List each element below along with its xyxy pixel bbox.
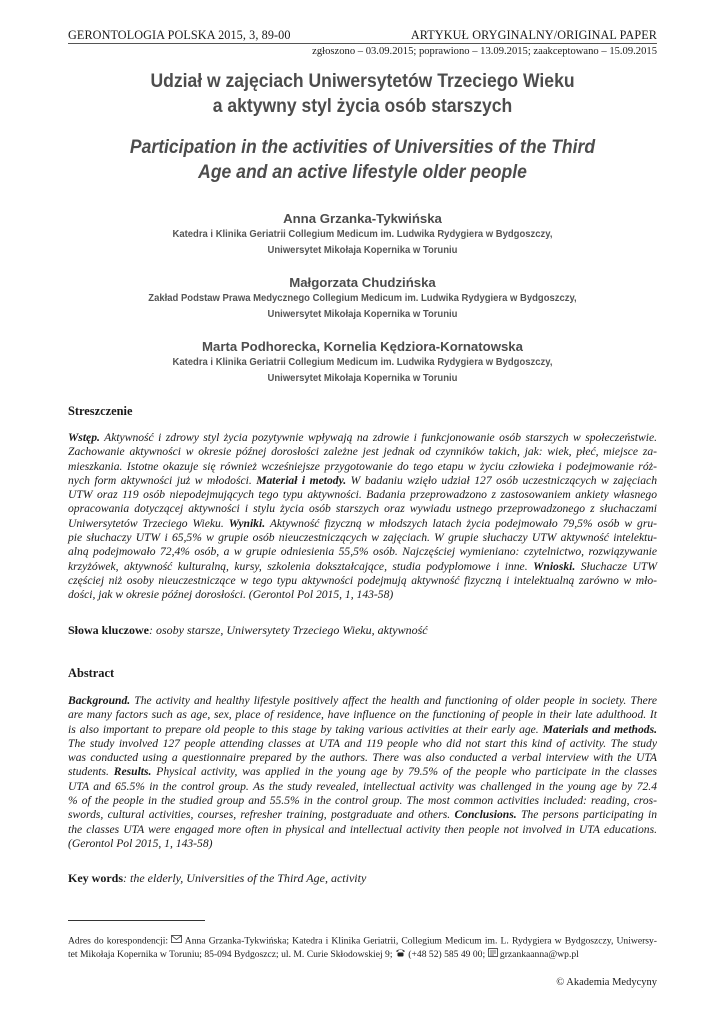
paragraph-line: [68, 694, 657, 708]
keywords-label: Key words: [68, 871, 123, 885]
header-rule: [68, 43, 657, 44]
title-english: [63, 135, 662, 185]
section-heading-streszczenie: Streszczenie: [68, 404, 133, 418]
title-english-line: Participation in the activities of Universities of the Third: [129, 136, 596, 158]
author-affiliation: Uniwersytet Mikołaja Kopernika w Toruniu: [267, 373, 458, 384]
paragraph-line: [68, 794, 657, 808]
paragraph-text: The study involved 127 people attending classes at UTA and 119 people who did not start this kind of activity. The study: [68, 736, 657, 750]
paragraph-text: Słuchacze UTW: [575, 559, 658, 573]
paragraph-text: Aktywność i zdrowy styl życia pozytywnie wpływają na zdrowie i funkcjonowanie osób starszych w społeczeństwie.: [99, 431, 657, 444]
copyright-notice: © Akademia Medycyny: [556, 977, 657, 988]
paragraph-line: [68, 574, 657, 588]
footnote-text: Anna Grzanka-Tykwińska; Katedra i Klinika Geriatrii, Collegium Medicum im. L. Rydygiera w Bydgoszczy, Uniwersy-: [182, 935, 657, 947]
paragraph-line: [68, 545, 657, 559]
paragraph-line: [68, 780, 657, 794]
section-heading-abstract: Abstract: [68, 666, 115, 680]
paragraph-text: Uniwersytetów Trzeciego Wieku.: [68, 516, 229, 530]
paragraph-text: is also important to prepare old people to this stage by taking various activities at their early age.: [68, 722, 543, 736]
paragraph-line: [68, 474, 657, 488]
paragraph-text: opracowania dotyczącej aktywności i stylu życia osób starszych oraz wywiadu ustnego przeprowadzonego z słuchaczami: [68, 502, 657, 516]
submission-dates: zgłoszono – 03.09.2015; poprawiono – 13.09.2015; zaakceptowano – 15.09.2015: [312, 46, 657, 57]
paragraph-text: mieszkania. Istotne okazuje się również wcześniejsze przygotowanie do tego etapu w życiu człowieka i podejmowanie róż-: [68, 459, 657, 473]
abstract-polish: [68, 431, 657, 603]
author-block: [40, 210, 685, 259]
author-block: [40, 274, 685, 323]
author-name: Anna Grzanka-Tykwińska: [283, 211, 442, 226]
paragraph-line: [68, 460, 657, 474]
paragraph-text: (Gerontol Pol 2015, 1, 143-58): [68, 836, 213, 850]
article-type: ARTYKUŁ ORYGINALNY/ORIGINAL PAPER: [410, 28, 657, 42]
subheading-label: Wnioski.: [533, 559, 576, 573]
paragraph-text: UTA and 65.5% in the control group. As the study revealed, intellectual activity was challenged in the young age by 72.4: [68, 779, 657, 793]
title-polish: [72, 69, 653, 119]
paragraph-text: alną podejmowało 72,4% osób, a w grupie odniesienia 55,5% osób. Najczęściej wymieniano: czytelnictwo, rozwiązywanie: [68, 545, 657, 559]
keywords-english: [68, 871, 366, 886]
subheading-label: Wyniki.: [228, 516, 266, 530]
footnote-line: [68, 948, 657, 962]
footnote-rule: [68, 920, 205, 921]
paragraph-line: [68, 560, 657, 574]
paragraph-line: [68, 808, 657, 822]
envelope-icon: [171, 935, 182, 948]
paragraph-line: [68, 708, 657, 722]
subheading-label: Background.: [68, 694, 131, 707]
subheading-label: Results.: [113, 765, 152, 779]
correspondence-footnote: [68, 935, 657, 961]
footnote-line: [68, 935, 657, 948]
page-header: [68, 28, 657, 58]
paragraph-text: % of the people in the studied group and 55.5% in the control group. The most common activities included: reading, cros-: [68, 794, 657, 808]
keywords-polish: [68, 623, 428, 638]
paragraph-text: Physical activity, was applied in the young age by 79.5% of the people who participate in the classes: [151, 765, 657, 779]
title-polish-line: Udział w zajęciach Uniwersytetów Trzeciego Wieku: [150, 70, 575, 92]
paragraph-line: [68, 765, 657, 779]
footnote-text: tet Mikołaja Kopernika w Toruniu; 85-094 Bydgoszcz; ul. M. Curie Skłodowskiej 9;: [68, 948, 395, 960]
paragraph-text: the classes UTA were engaged more often in physical and intellectual activity then people not involved in UTA educations.: [68, 822, 657, 836]
paragraph-line: [68, 723, 657, 737]
author-affiliation: Uniwersytet Mikołaja Kopernika w Toruniu: [267, 245, 458, 256]
author-name: Marta Podhorecka, Kornelia Kędziora-Kornatowska: [202, 339, 523, 354]
footnote-text: (+48 52) 585 49 00;: [405, 948, 488, 960]
author-affiliation: Uniwersytet Mikołaja Kopernika w Toruniu: [267, 309, 458, 320]
author-block: [40, 338, 685, 387]
paragraph-line: [68, 531, 657, 545]
paragraph-text: students.: [68, 765, 114, 779]
paragraph-text: W badaniu wzięło udział 127 osób uczestniczących w zajęciach: [346, 473, 657, 487]
subheading-label: Conclusions.: [454, 808, 517, 822]
footnote-text: Adres do korespondencji:: [68, 935, 172, 947]
author-name: Małgorzata Chudzińska: [289, 275, 436, 290]
paragraph-text: krzyżówek, aktywność kulturalną, kursy, szkolenia dokształcające, studia podyplomowe i inne.: [68, 559, 534, 573]
title-polish-line: a aktywny styl życia osób starszych: [212, 95, 513, 117]
paragraph-text: nych form aktywności już w młodości.: [68, 473, 257, 487]
author-affiliation: Katedra i Klinika Geriatrii Collegium Medicum im. Ludwika Rydygiera w Bydgoszczy,: [172, 357, 553, 368]
paragraph-text: Zachowanie aktywności w okresie późnej dorosłości zależne jest jednak od czynników takich, jak: wiek, płeć, miejsce za-: [68, 445, 657, 459]
author-affiliation: Zakład Podstaw Prawa Medycznego Collegium Medicum im. Ludwika Rydygiera w Bydgoszczy,: [148, 293, 577, 304]
footnote-text: grzankaanna@wp.pl: [497, 948, 579, 960]
paragraph-text: The activity and healthy lifestyle positively affect the health and functioning of older people in society. There: [130, 694, 657, 707]
abstract-english: [68, 694, 657, 851]
paragraph-text: UTW oraz 119 osób niepodejmujących tego typu aktywności. Badania przeprowadzono z zastosowaniem ankiety własnego: [68, 488, 657, 502]
title-english-line: Age and an active lifestyle older people: [198, 161, 527, 183]
paragraph-text: dości, jak w okresie późnej dorosłości. (Gerontol Pol 2015, 1, 143-58): [68, 588, 394, 602]
paragraph-line: [68, 823, 657, 837]
paragraph-line: [68, 751, 657, 765]
keywords-label: Słowa kluczowe: [68, 623, 149, 637]
paragraph-line: [68, 502, 657, 516]
paragraph-text: pie słuchaczy UTW i 65,5% w grupie osób nieuczestniczących w zajęciach. W grupie słuchaczy UTW aktywność intelektu-: [68, 531, 657, 545]
phone-icon: [395, 948, 406, 962]
subheading-label: Wstęp.: [68, 431, 100, 444]
paragraph-line: [68, 445, 657, 459]
journal-citation: GERONTOLOGIA POLSKA 2015, 3, 89-00: [68, 28, 291, 42]
subheading-label: Materials and methods.: [542, 722, 657, 736]
paragraph-text: częściej niż osoby nieuczestniczące w tego typu aktywności podejmują aktywność fizyczną i intelektualną zarówno w mło-: [68, 573, 657, 587]
paragraph-text: Aktywność fizyczną w młodszych latach życia podejmowało 79,5% osób w gru-: [265, 516, 657, 530]
keywords-text: : the elderly, Universities of the Third Age, activity: [123, 871, 367, 885]
paragraph-line: [68, 588, 657, 602]
keywords-text: : osoby starsze, Uniwersytety Trzeciego Wieku, aktywność: [149, 623, 428, 637]
paragraph-line: [68, 737, 657, 751]
subheading-label: Materiał i metody.: [256, 473, 347, 487]
paragraph-line: [68, 431, 657, 445]
author-affiliation: Katedra i Klinika Geriatrii Collegium Medicum im. Ludwika Rydygiera w Bydgoszczy,: [172, 229, 553, 240]
paragraph-line: [68, 517, 657, 531]
paragraph-text: swords, cultural activities, courses, refresher training, postgraduate and others.: [68, 808, 455, 822]
paragraph-line: [68, 837, 657, 851]
paragraph-text: was conducted using a questionnaire prepared by the authors. There was also conducted a verbal interview with the UTA: [68, 751, 657, 765]
paragraph-line: [68, 488, 657, 502]
paragraph-text: The persons participating in: [516, 808, 657, 822]
paragraph-text: are many factors such as age, sex, place of residence, have influence on the functioning of people in their late adulthood. It: [68, 708, 657, 722]
email-icon: [488, 948, 498, 962]
